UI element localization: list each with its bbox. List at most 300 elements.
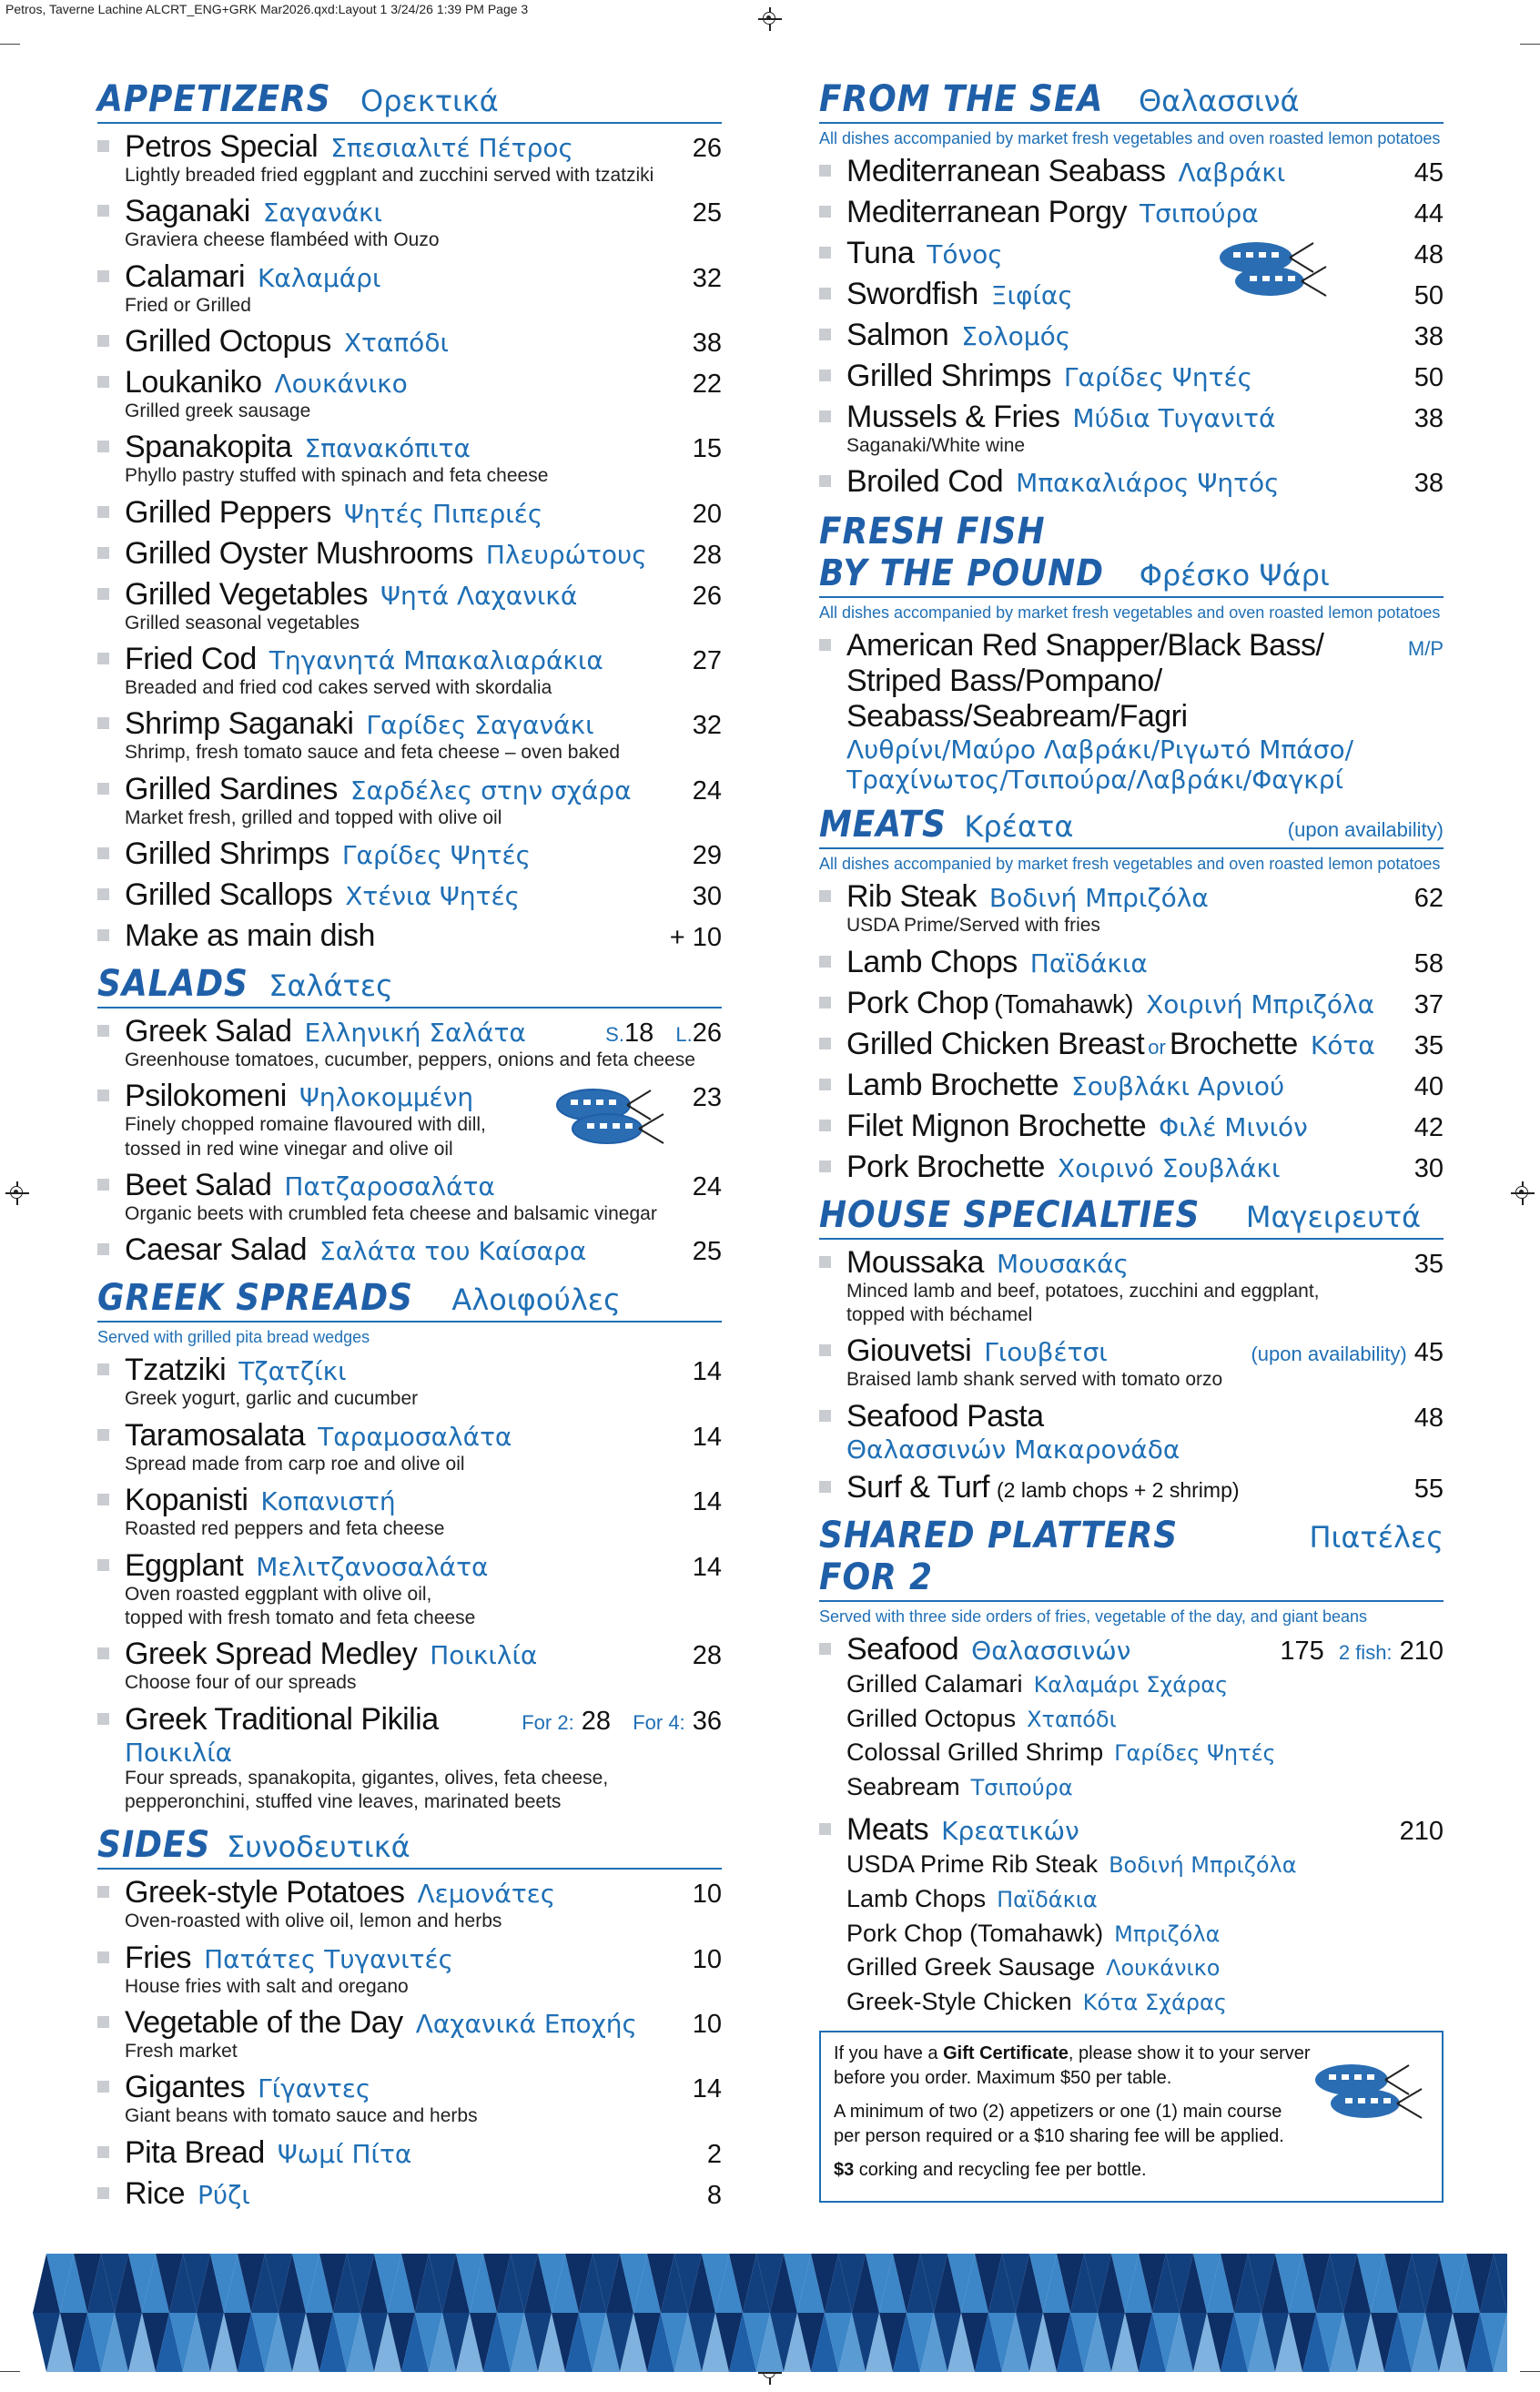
menu-item: [97, 706, 722, 765]
item-price: 14: [692, 1357, 722, 1387]
item-price: 35: [1413, 1249, 1444, 1279]
registration-mark-top-icon: [758, 7, 782, 31]
section-title-en: SHARED PLATTERS FOR 2: [819, 1514, 1179, 1598]
item-greek-name: Πατζαροσαλάτα: [284, 1171, 495, 1202]
item-greek-name: Ποικιλία: [125, 1737, 233, 1768]
item-name: Psilokomeni: [125, 1079, 287, 1114]
item-greek-name: Σουβλάκι Αρνιού: [1071, 1070, 1285, 1101]
item-name: Calamari: [125, 258, 246, 294]
item-price: 26: [692, 134, 722, 163]
menu-item: [97, 642, 722, 701]
item-name: Beet Salad: [125, 1168, 272, 1203]
item-price: 24: [692, 775, 722, 806]
item-description: Oven-roasted with olive oil, lemon and herbs: [125, 1911, 502, 1932]
item-greek-name: Λυθρίνι/Μαύρο Λαβράκι/Ριγωτό Μπάσο/: [846, 735, 1354, 765]
item-greek-name: Ψητά Λαχανικά: [380, 580, 578, 611]
item-name: Grilled Oyster Mushrooms: [125, 535, 473, 571]
section-title-gr: Συνοδευτικά: [227, 1829, 410, 1865]
item-price: 14: [692, 1552, 722, 1582]
section-heading: [819, 1515, 1444, 1602]
section-title-en: SIDES: [97, 1824, 211, 1867]
menu-item: [97, 2176, 722, 2212]
menu-item: [97, 194, 722, 253]
menu-item: [819, 879, 1444, 938]
platter-line-en: Grilled Calamari: [846, 1669, 1023, 1698]
menu-item: [97, 836, 722, 872]
item-name: Eggplant: [125, 1547, 244, 1583]
item-name: Gigantes: [125, 2070, 246, 2105]
salads-section: [97, 963, 722, 1268]
menu-item: [819, 400, 1444, 459]
item-description: Phyllo pastry stuffed with spinach and feta cheese: [125, 465, 549, 487]
item-description: Lightly breaded fried eggplant and zucchini served with tzatziki: [125, 165, 654, 186]
item-greek-name: Σαγανάκι: [262, 198, 383, 228]
menu-item: [97, 772, 722, 831]
menu-item: [97, 1702, 722, 1816]
policy-info-box: [819, 2031, 1444, 2203]
item-price: 29: [692, 841, 722, 871]
fish-decoration-icon: [1311, 2060, 1429, 2123]
item-greek-name: Πατάτες Τυγανιτές: [204, 1943, 454, 1974]
section-heading: [819, 78, 1444, 124]
menu-item: [97, 129, 722, 188]
item-name: Lamb Chops: [846, 944, 1018, 979]
item-description: Breaded and fried cod cakes served with skordalia: [125, 677, 552, 699]
item-price: 50: [1413, 363, 1444, 392]
item-greek-name: Χοιρινή Μπριζόλα: [1146, 988, 1375, 1019]
item-greek-name: Σπανακόπιτα: [304, 433, 471, 464]
platter-line: [846, 1667, 1444, 1702]
item-price: 55: [1413, 1474, 1444, 1504]
item-greek-name: Σαλάτα του Καίσαρα: [319, 1236, 587, 1267]
price-value: 45: [1413, 1338, 1444, 1368]
corking-fee-note: [834, 2158, 1429, 2183]
section-title-en: APPETIZERS: [97, 78, 331, 120]
item-greek-name: Ψωμί Πίτα: [277, 2138, 412, 2169]
item-price: 25: [692, 198, 722, 228]
item-greek-name: Κρεατικών: [941, 1815, 1079, 1846]
item-name: Meats: [846, 1811, 929, 1847]
item-name: Greek Traditional Pikilia: [125, 1701, 439, 1737]
platter-line: [846, 1882, 1444, 1917]
item-description: Grilled greek sausage: [125, 400, 311, 422]
item-price: 38: [1413, 404, 1444, 433]
menu-item: [97, 1548, 722, 1632]
section-title-gr: Σαλάτες: [268, 968, 393, 1004]
menu-item: [97, 877, 722, 913]
item-name: Caesar Salad: [125, 1232, 308, 1268]
menu-item: [97, 259, 722, 319]
info-text: corking and recycling fee per bottle.: [854, 2159, 1147, 2180]
item-name: Seafood Pasta: [846, 1398, 1044, 1434]
menu-item: [97, 1353, 722, 1412]
platter-line: [846, 1848, 1444, 1882]
item-price: 42: [1413, 1112, 1444, 1142]
item-greek-name: Φιλέ Μινιόν: [1159, 1111, 1308, 1142]
menu-item: [97, 1483, 722, 1542]
platter-contents: [846, 1667, 1444, 1805]
item-name: Vegetable of the Day: [125, 2004, 403, 2040]
info-text-bold: Gift Certificate: [943, 2042, 1069, 2063]
item-price: 26: [692, 581, 722, 611]
fresh-fish-section: [819, 511, 1444, 795]
item-description: Shrimp, fresh tomato sauce and feta cheese – oven baked: [125, 742, 621, 764]
info-text: per person required or a $10 sharing fee will be applied.: [834, 2125, 1284, 2146]
item-price: 30: [692, 882, 722, 912]
item-name: Broiled Cod: [846, 464, 1004, 500]
item-name: Pita Bread: [125, 2134, 265, 2170]
item-greek-name: Γαρίδες Σαγανάκι: [366, 710, 594, 741]
item-name: Kopanisti: [125, 1483, 248, 1518]
appetizers-list: [97, 129, 722, 954]
platter-line-gr: Κότα Σχάρας: [1082, 1990, 1227, 2016]
item-name: Grilled Peppers: [125, 494, 331, 530]
item-price: 50: [1413, 281, 1444, 310]
menu-item: [819, 1399, 1444, 1465]
item-greek-name: Τσιπούρα: [1140, 198, 1259, 228]
item-price: 10: [692, 1944, 722, 1974]
registration-mark-right-icon: [1511, 1181, 1535, 1205]
item-name: Pork Brochette: [846, 1149, 1045, 1184]
item-description: topped with béchamel: [846, 1304, 1033, 1326]
item-description: Greenhouse tomatoes, cucumber, peppers, onions and feta cheese: [125, 1049, 695, 1071]
item-price: [522, 1707, 722, 1737]
item-name: Grilled Scallops: [125, 877, 333, 913]
platter-line: [846, 1985, 1444, 2020]
item-name: Spanakopita: [125, 430, 292, 465]
item-greek-name: Ποικιλία: [430, 1640, 538, 1671]
menu-item: [97, 918, 722, 954]
item-price: 23: [692, 1083, 722, 1113]
item-name: Moussaka: [846, 1244, 984, 1280]
item-greek-name: Θαλασσινών Μακαρονάδα: [846, 1434, 1180, 1465]
menu-item: [819, 945, 1444, 980]
item-price: 38: [1413, 469, 1444, 499]
size-label: S.: [605, 1023, 624, 1047]
item-greek-name: Τηγανητά Μπακαλιαράκια: [268, 645, 603, 676]
platter-line: [846, 1917, 1444, 1951]
left-column: [97, 73, 722, 2217]
platter-line-gr: Γαρίδες Ψητές: [1114, 1740, 1276, 1767]
item-greek-name: Ελληνική Σαλάτα: [304, 1018, 526, 1049]
item-greek-name: Λεμονάτες: [417, 1879, 556, 1910]
item-greek-name: Γαρίδες Ψητές: [341, 840, 532, 871]
item-description: Greek yogurt, garlic and cucumber: [125, 1388, 419, 1410]
menu-item: [819, 277, 1444, 312]
item-description: Giant beans with tomato sauce and herbs: [125, 2105, 478, 2127]
item-price: 32: [692, 711, 722, 741]
menu-item: [819, 628, 1444, 795]
menu-item: [97, 365, 722, 424]
section-title-gr: Μαγειρευτά: [1245, 1199, 1422, 1234]
menu-item: [97, 1168, 722, 1227]
item-name: Shrimp Saganaki: [125, 706, 354, 742]
item-description: Spread made from carp roe and olive oil: [125, 1453, 465, 1475]
menu-item: [97, 1941, 722, 2000]
info-text-bold: $3: [834, 2159, 855, 2180]
item-name: Mediterranean Seabass: [846, 154, 1166, 188]
item-description: Minced lamb and beef, potatoes, zucchini and eggplant,: [846, 1280, 1320, 1302]
item-greek-name: Ξιφίας: [990, 280, 1073, 310]
item-price: 10: [692, 2009, 722, 2039]
item-price: 22: [692, 370, 722, 400]
market-price: M/P: [1407, 637, 1444, 661]
print-slug: Petros, Taverne Lachine ALCRT_ENG+GRK Mar2026.qxd:Layout 1 3/24/26 1:39 PM Page 3: [5, 2, 529, 16]
item-name: Brochette: [1169, 1026, 1298, 1061]
info-text: If you have a: [834, 2042, 944, 2063]
item-description: House fries with salt and oregano: [125, 1975, 409, 1997]
platter-line-en: Grilled Octopus: [846, 1704, 1017, 1732]
item-name-sub: (Tomahawk): [994, 989, 1134, 1019]
platter-line-gr: Καλαμάρι Σχάρας: [1033, 1671, 1229, 1698]
item-price: 62: [1413, 884, 1444, 914]
item-greek-name: Μελιτζανοσαλάτα: [256, 1551, 489, 1582]
menu-item: [97, 577, 722, 636]
item-price: [1251, 1338, 1444, 1368]
section-heading: [97, 1277, 722, 1323]
info-text: , please show it to your server: [1068, 2042, 1311, 2063]
menu-item: [819, 359, 1444, 394]
section-note: All dishes accompanied by market fresh vegetables and oven roasted lemon potatoes: [819, 603, 1441, 623]
item-price: 14: [692, 1487, 722, 1517]
price-for-2: 28: [581, 1706, 612, 1736]
meats-section: [819, 804, 1444, 1184]
item-name: Taramosalata: [125, 1417, 306, 1453]
item-name: Grilled Sardines: [125, 771, 338, 806]
item-greek-name: Χτένια Ψητές: [345, 881, 521, 912]
section-title-en: GREEK SPREADS: [97, 1277, 413, 1320]
menu-item: [97, 2005, 722, 2064]
item-name: Seabass/Seabream/Fagri: [846, 699, 1188, 735]
section-heading: [819, 511, 1444, 598]
menu-item: [819, 1068, 1444, 1103]
section-title-en: BY THE POUND: [819, 552, 1104, 595]
item-price: 15: [692, 434, 722, 464]
item-description: Saganaki/White wine: [846, 435, 1026, 456]
item-price: 210: [1399, 1816, 1444, 1846]
section-title-gr: Αλοιφούλες: [451, 1282, 621, 1318]
menu-item: [819, 1150, 1444, 1185]
item-name: Tzatziki: [125, 1353, 227, 1388]
item-price: 45: [1413, 158, 1444, 188]
platter-line: [846, 1736, 1444, 1770]
item-price: 37: [1413, 989, 1444, 1019]
item-name: Swordfish: [846, 277, 978, 311]
menu-item: [819, 1333, 1444, 1393]
item-name: Grilled Octopus: [125, 324, 331, 360]
section-title-gr: Φρέσκο Ψάρι: [1139, 558, 1330, 593]
item-name: Saganaki: [125, 194, 250, 229]
platter-line: [846, 1702, 1444, 1737]
item-name-sub: (2 lamb chops + 2 shrimp): [997, 1477, 1240, 1502]
appetizers-section: [97, 78, 722, 954]
section-title-gr: Κρέατα: [964, 809, 1074, 845]
platter-line-gr: Χταπόδι: [1027, 1706, 1117, 1732]
menu-item: [819, 154, 1444, 189]
item-greek-name: Λαβράκι: [1178, 157, 1286, 188]
platter-line-gr: Παϊδάκια: [997, 1886, 1098, 1912]
item-name: Greek-style Potatoes: [125, 1875, 405, 1911]
price-label: For 4:: [633, 1710, 685, 1734]
item-greek-name: Τόνος: [927, 239, 1003, 269]
menu-item: [819, 195, 1444, 230]
item-greek-name: Μύδια Τυγανιτά: [1072, 403, 1276, 433]
item-price: 38: [1413, 322, 1444, 351]
availability-note: (upon availability): [1287, 818, 1444, 842]
large-price: 26: [692, 1019, 722, 1049]
crop-mark: [1520, 44, 1540, 45]
item-price: 32: [692, 263, 722, 293]
item-greek-name: Χοιρινό Σουβλάκι: [1057, 1152, 1281, 1183]
item-greek-name: Ψητές Πιπεριές: [343, 498, 543, 529]
section-heading: [97, 963, 722, 1008]
section-title-gr: Θαλασσινά: [1138, 84, 1300, 118]
item-name: Fries: [125, 1940, 192, 1975]
item-price: 8: [706, 2180, 722, 2210]
item-price: [1408, 633, 1444, 663]
section-note: Served with three side orders of fries, vegetable of the day, and giant beans: [819, 1606, 1368, 1626]
platter-line: [846, 1951, 1444, 1985]
item-name: Fried Cod: [125, 642, 257, 677]
menu-item: [97, 1232, 722, 1268]
item-name: Rib Steak: [846, 879, 977, 915]
item-greek-name: Σαρδέλες στην σχάρα: [350, 775, 632, 806]
menu-item: [97, 1875, 722, 1934]
item-description: Market fresh, grilled and topped with olive oil: [125, 806, 502, 828]
item-greek-name: Χταπόδι: [343, 328, 449, 359]
item-name: Pork Chop: [846, 985, 989, 1020]
item-greek-name: Μουσακάς: [996, 1248, 1130, 1279]
fish-decoration-icon: [552, 1085, 671, 1149]
section-title-gr: Ορεκτικά: [360, 84, 499, 118]
section-heading: [819, 1194, 1444, 1240]
platter-line-gr: Λουκάνικο: [1106, 1955, 1221, 1982]
item-name: Petros Special: [125, 129, 319, 164]
menu-item: [97, 2070, 722, 2129]
item-price: 28: [692, 540, 722, 570]
menu-item: [819, 1812, 1444, 2020]
item-price: 14: [692, 1422, 722, 1452]
item-price: + 10: [669, 923, 722, 953]
item-greek-name: Παϊδάκια: [1029, 948, 1148, 978]
platter-contents: [846, 1848, 1444, 2020]
item-name: Lamb Brochette: [846, 1067, 1059, 1102]
item-description: Choose four of our spreads: [125, 1672, 357, 1694]
decorative-triangle-border: [33, 2254, 1507, 2372]
menu-item: [819, 1109, 1444, 1144]
platter-line-en: Seabream: [846, 1773, 960, 1801]
item-price: 58: [1413, 948, 1444, 978]
item-name: Surf & Turf: [846, 1469, 989, 1505]
platter-line-gr: Μπριζόλα: [1114, 1921, 1221, 1947]
item-description: Roasted red peppers and feta cheese: [125, 1518, 445, 1540]
item-description: pepperonchini, stuffed vine leaves, marinated beets: [125, 1790, 562, 1812]
item-name: Grilled Shrimps: [846, 359, 1051, 393]
item-description: topped with fresh tomato and feta cheese: [125, 1606, 476, 1628]
price-label: For 2:: [522, 1710, 574, 1734]
platter-line: [846, 1770, 1444, 1805]
platter-line-en: Lamb Chops: [846, 1884, 987, 1912]
platter-line-en: Grilled Greek Sausage: [846, 1953, 1096, 1982]
item-name: Grilled Shrimps: [125, 836, 329, 872]
section-title-en: SALADS: [97, 963, 248, 1006]
item-greek-name: Σπεσιαλιτέ Πέτρος: [330, 133, 573, 163]
house-specialties-section: [819, 1194, 1444, 1505]
item-description: Grilled seasonal vegetables: [125, 612, 360, 633]
section-title-en: MEATS: [819, 804, 947, 846]
item-description: Fresh market: [125, 2040, 238, 2062]
menu-item: [97, 324, 722, 360]
section-note: All dishes accompanied by market fresh vegetables and oven roasted lemon potatoes: [819, 129, 1441, 147]
section-title-en: HOUSE SPECIALTIES: [819, 1193, 1201, 1236]
item-greek-name: Μπακαλιάρος Ψητός: [1016, 468, 1280, 499]
item-name: Grilled Chicken Breast: [846, 1026, 1145, 1061]
item-name: Seafood: [846, 1631, 959, 1667]
item-description: Oven roasted eggplant with olive oil,: [125, 1583, 432, 1605]
platter-line-gr: Τσιπούρα: [970, 1775, 1073, 1801]
info-text: before you order. Maximum $50 per table.: [834, 2067, 1172, 2088]
item-name: Tuna: [846, 236, 915, 270]
price-value: 175: [1280, 1636, 1324, 1666]
item-description: Graviera cheese flambéed with Ouzo: [125, 229, 440, 251]
sea-list: [819, 154, 1444, 500]
availability-note: (upon availability): [1251, 1343, 1407, 1366]
menu-item: [819, 464, 1444, 500]
item-price: 25: [692, 1237, 722, 1267]
section-heading: [97, 78, 722, 124]
menu-item: [819, 1245, 1444, 1329]
price-for-4: 36: [692, 1706, 722, 1736]
item-name: American Red Snapper/Black Bass/: [846, 628, 1324, 664]
section-note: Served with grilled pita bread wedges: [97, 1328, 370, 1347]
item-greek-name: Γίγαντες: [258, 2073, 371, 2104]
item-greek-name: Θαλασσινών: [971, 1635, 1131, 1666]
section-note: All dishes accompanied by market fresh vegetables and oven roasted lemon potatoes: [819, 855, 1441, 874]
item-greek-name: Σολομός: [961, 321, 1071, 351]
menu-item: [819, 1470, 1444, 1505]
item-price: 28: [692, 1641, 722, 1671]
registration-mark-left-icon: [5, 1181, 29, 1205]
small-price: 18: [623, 1019, 654, 1049]
item-greek-name: Βοδινή Μπριζόλα: [988, 883, 1209, 914]
item-price: 2: [706, 2139, 722, 2169]
item-price: [1280, 1637, 1444, 1667]
price-label: 2 fish:: [1338, 1640, 1393, 1664]
crop-mark: [0, 44, 20, 45]
shared-platters-section: [819, 1515, 1444, 2020]
item-price: 27: [692, 646, 722, 676]
item-name: Rice: [125, 2175, 186, 2211]
price-value: 210: [1399, 1636, 1444, 1666]
section-title-gr: Πιατέλες: [1309, 1519, 1444, 1555]
item-name: Make as main dish: [125, 918, 375, 954]
sides-section: [97, 1824, 722, 2211]
item-description: Braised lamb shank served with tomato orzo: [846, 1369, 1223, 1391]
item-name: Greek Salad: [125, 1014, 292, 1049]
platter-line-en: USDA Prime Rib Steak: [846, 1850, 1099, 1878]
item-name: Grilled Vegetables: [125, 576, 368, 612]
right-column: [819, 73, 1444, 2203]
platter-line-en: Colossal Grilled Shrimp: [846, 1738, 1104, 1767]
item-description: Fried or Grilled: [125, 294, 251, 316]
item-name: Greek Spread Medley: [125, 1637, 418, 1672]
item-name: Striped Bass/Pompano/: [846, 664, 1162, 699]
menu-item: [97, 1014, 722, 1073]
item-greek-name: Ταραμοσαλάτα: [318, 1421, 512, 1452]
section-heading: [819, 804, 1444, 849]
item-name: Loukaniko: [125, 365, 262, 400]
section-heading: [97, 1824, 722, 1870]
